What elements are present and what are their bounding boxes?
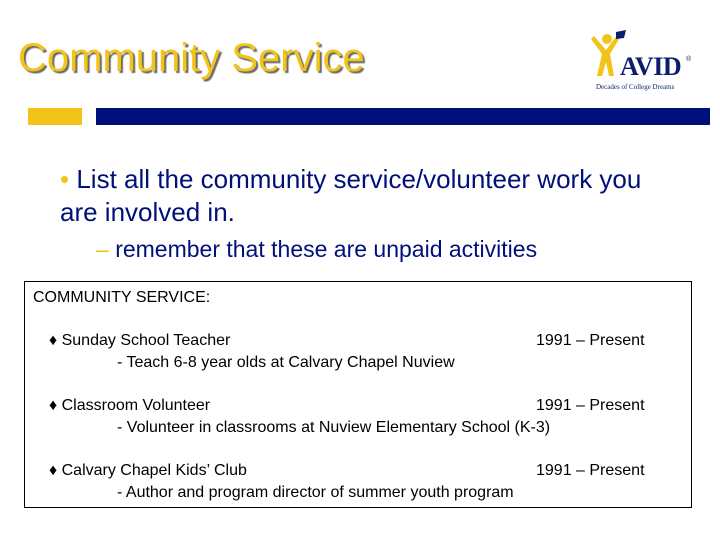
sub-bullet-text: remember that these are unpaid activities <box>115 236 538 262</box>
accent-bar-navy <box>96 108 710 125</box>
accent-bar-gold <box>28 108 82 125</box>
entry-name: ♦ Calvary Chapel Kids’ Club <box>49 462 247 479</box>
registered-mark: ® <box>686 56 692 63</box>
entry-description: - Teach 6-8 year olds at Calvary Chapel Nuview <box>117 354 455 371</box>
entry-dates: 1991 – Present <box>536 397 645 414</box>
slide-title: Community Service <box>18 36 365 80</box>
main-bullet-text: List all the community service/volunteer work you are involved in. <box>60 164 642 227</box>
sub-bullet-marker: – <box>96 236 109 262</box>
entry-name: ♦ Classroom Volunteer <box>49 397 211 414</box>
entry-name: ♦ Sunday School Teacher <box>49 332 231 349</box>
entry-description: - Volunteer in classrooms at Nuview Elementary School (K-3) <box>117 419 551 436</box>
avid-wordmark: AVID <box>620 52 682 81</box>
bullet-marker: • <box>60 164 70 194</box>
avid-logo <box>590 30 702 94</box>
main-bullet <box>60 163 680 229</box>
resume-example-box <box>24 281 692 508</box>
resume-section-heading: COMMUNITY SERVICE: <box>33 289 211 306</box>
sub-bullet <box>96 236 537 263</box>
entry-dates: 1991 – Present <box>536 332 645 349</box>
entry-description: - Author and program director of summer youth program <box>117 484 514 501</box>
avid-tagline: Decades of College Dreams <box>596 83 675 91</box>
entry-dates: 1991 – Present <box>536 462 645 479</box>
